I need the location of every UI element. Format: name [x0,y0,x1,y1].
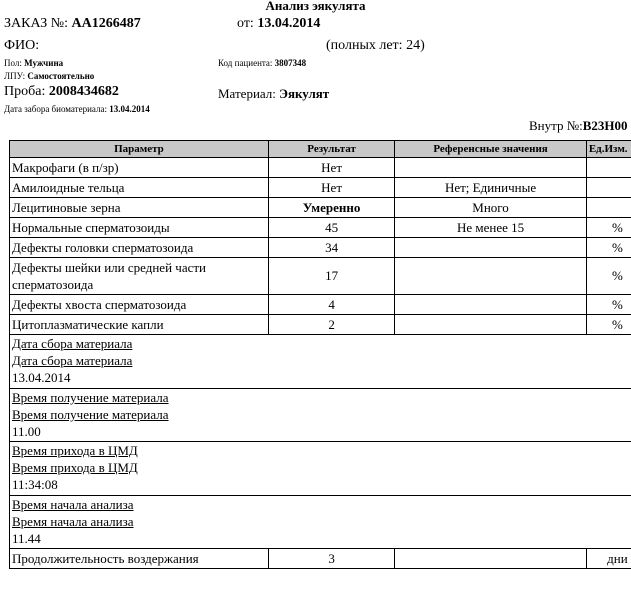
info-label-repeat: Время получение материала [12,407,169,422]
material-value: Эякулят [279,86,330,101]
internal-number-line [529,118,628,134]
result-cell: 45 [268,218,394,238]
age-text: (полных лет: 24) [326,38,425,53]
info-row [10,389,631,442]
order-number: АА1266487 [71,16,141,31]
report-title: Анализ эякулята [265,0,366,13]
reference-cell [395,158,587,178]
table-row [10,315,631,335]
lpu-line [4,71,94,81]
material-line [218,86,329,102]
result-cell: 17 [268,258,394,295]
param-cell: Дефекты хвоста сперматозоида [10,295,269,315]
table-row [10,178,631,198]
results-table [9,140,631,569]
order-date-line [237,16,320,32]
lpu-label: ЛПУ: [4,71,26,81]
lpu-value: Самостоятельно [27,71,95,81]
table-row [10,258,631,295]
sex-value: Мужчина [24,58,64,68]
order-label: ЗАКАЗ №: [4,16,68,31]
fio-label: ФИО: [4,38,40,53]
info-value: 11.00 [12,424,41,439]
result-cell: Нет [268,158,394,178]
param-cell: Амилоидные тельца [10,178,269,198]
reference-cell [395,238,587,258]
reference-cell [395,258,587,295]
unit-cell: % [586,238,631,258]
from-label: от: [237,16,254,31]
table-row [10,295,631,315]
unit-cell [586,158,631,178]
header-parameter: Параметр [10,141,269,158]
info-label: Время прихода в ЦМД [12,443,138,458]
param-cell: Цитоплазматические капли [10,315,269,335]
reference-cell: Не менее 15 [395,218,587,238]
header-unit: Ед.Изм. [586,141,631,158]
info-label: Дата сбора материала [12,336,133,351]
collection-date: 13.04.2014 [109,104,150,114]
unit-cell: % [586,295,631,315]
param-cell: Макрофаги (в п/зр) [10,158,269,178]
internal-number: B23H00 [582,118,628,133]
table-row [10,218,631,238]
param-cell: Нормальные сперматозоиды [10,218,269,238]
order-date: 13.04.2014 [257,16,321,31]
table-row [10,549,631,569]
info-row [10,496,631,549]
info-cell [10,496,631,549]
table-row [10,238,631,258]
unit-cell: % [586,218,631,238]
info-label: Время получение материала [12,390,169,405]
unit-cell: дни [586,549,631,569]
sex-label: Пол: [4,58,22,68]
reference-cell: Много [395,198,587,218]
unit-cell: % [586,258,631,295]
order-line [4,16,141,32]
result-cell: Нет [268,178,394,198]
info-cell [10,389,631,442]
reference-cell: Нет; Единичные [395,178,587,198]
info-row [10,335,631,389]
info-value: 11:34:08 [12,477,58,492]
sex-line [4,58,63,68]
info-cell [10,335,631,389]
internal-label: Внутр №: [529,118,583,133]
info-value: 13.04.2014 [12,370,71,385]
info-row [10,442,631,496]
info-label-repeat: Время прихода в ЦМД [12,460,138,475]
table-row [10,158,631,178]
reference-cell [395,315,587,335]
reference-cell [395,295,587,315]
patient-code-label: Код пациента: [218,58,273,68]
sample-label: Проба: [4,84,46,99]
unit-cell: % [586,315,631,335]
table-row [10,198,631,218]
result-cell: 2 [268,315,394,335]
info-cell [10,442,631,496]
material-label: Материал: [218,86,276,101]
header-reference: Референсные значения [395,141,587,158]
header-result: Результат [268,141,394,158]
collection-date-label: Дата забора биоматериала: [4,104,107,114]
param-cell: Дефекты головки сперматозоида [10,238,269,258]
param-cell: Лецитиновые зерна [10,198,269,218]
param-cell: Дефекты шейки или средней части сперматозоида [10,258,269,295]
param-cell: Продолжительность воздержания [10,549,269,569]
result-cell: 4 [268,295,394,315]
info-label: Время начала анализа [12,497,134,512]
patient-code-line [218,58,306,68]
reference-cell [395,549,587,569]
info-label-repeat: Дата сбора материала [12,353,133,368]
sample-line [4,84,119,100]
result-cell: Умеренно [268,198,394,218]
sample-number: 2008434682 [48,84,119,99]
result-cell: 34 [268,238,394,258]
result-cell: 3 [268,549,394,569]
info-label-repeat: Время начала анализа [12,514,134,529]
table-header-row [10,141,631,158]
collection-date-line [4,104,150,114]
info-value: 11.44 [12,531,41,546]
unit-cell [586,198,631,218]
patient-code: 3807348 [274,58,307,68]
unit-cell [586,178,631,198]
